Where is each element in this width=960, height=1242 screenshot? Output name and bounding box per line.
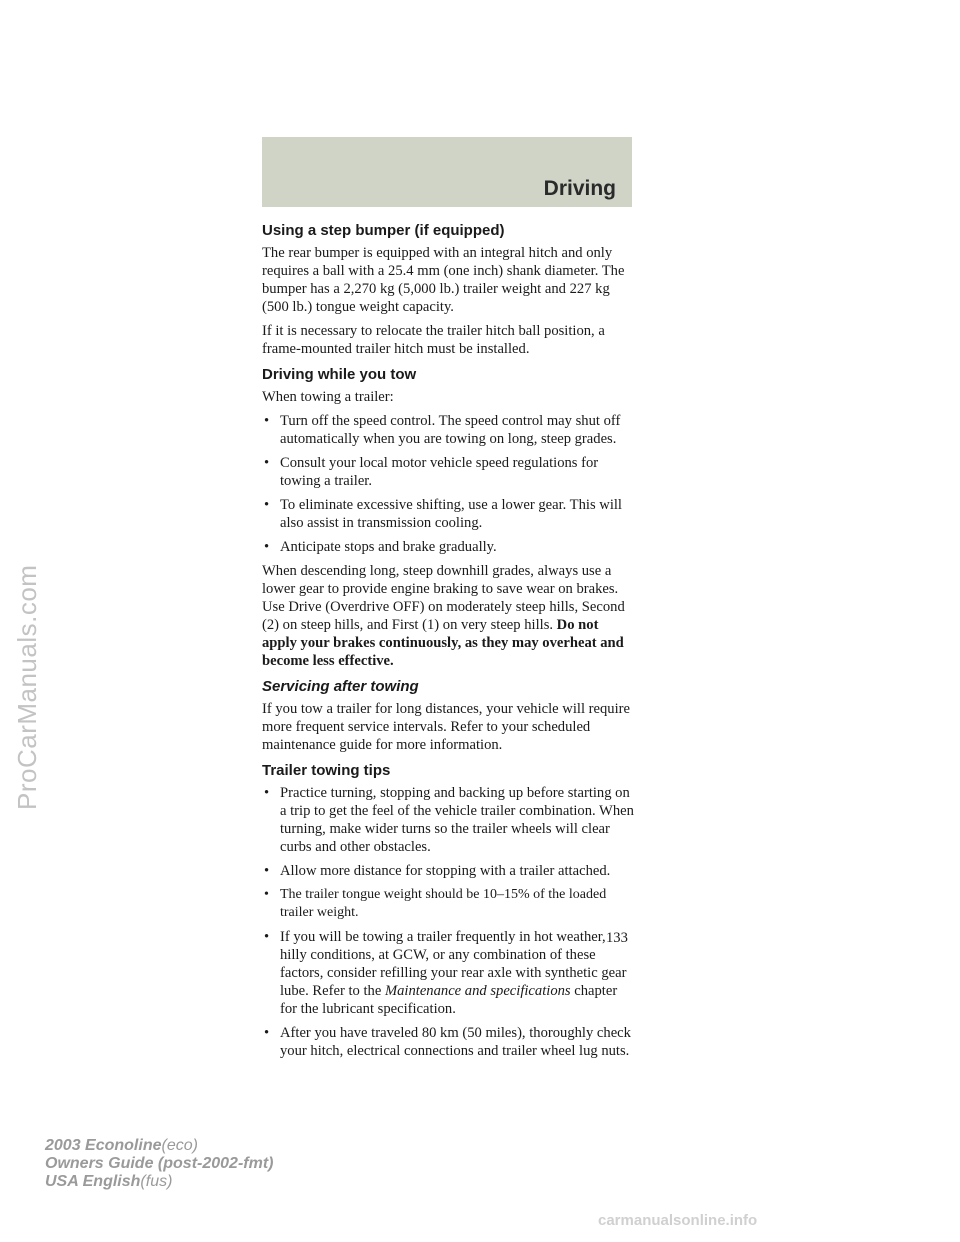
list-item: • To eliminate excessive shifting, use a lower gear. This will also assist in transmission cooling.	[264, 497, 622, 531]
list-item: • Practice turning, stopping and backing up before starting on a trip to get the feel of the vehicle trailer combination. When turning, make wider turns so the trailer wheels will clear curbs and other obstacles.	[264, 785, 634, 855]
paragraph-when-towing: When towing a trailer:	[262, 389, 394, 405]
header-band	[262, 137, 632, 207]
watermark: ProCarManuals.com	[12, 564, 42, 810]
bullet-icon: •	[264, 455, 270, 471]
paragraph-downhill-grades: When descending long, steep downhill grades, always use a lower gear to provide engine braking to save wear on brakes. Use Drive (Overdrive OFF) on moderately steep hills, Second (2) on steep hills, and First (1) on very steep hills. Do not apply your brakes continuously, as they may overheat and become less effective.	[262, 563, 625, 669]
list-towing-instructions	[262, 412, 634, 556]
list-item: • Turn off the speed control. The speed control may shut off automatically when you are towing on long, steep grades.	[264, 413, 621, 447]
bullet-icon: •	[264, 929, 270, 945]
corner-logo: carmanualsonline.info	[598, 1212, 758, 1229]
paragraph-bumper-capacity: The rear bumper is equipped with an integral hitch and only requires a ball with a 25.4 mm (one inch) shank diameter. The bumper has a 2,270 kg (5,000 lb.) trailer weight and 227 kg (500 lb.) tongue weight capacity.	[262, 245, 625, 315]
paragraph-service-intervals: If you tow a trailer for long distances, your vehicle will require more frequent service intervals. Refer to your scheduled maintenance guide for more information.	[262, 701, 630, 753]
list-item: • Consult your local motor vehicle speed regulations for towing a trailer.	[264, 455, 599, 489]
heading-driving-while-tow: Driving while you tow	[262, 366, 417, 383]
bullet-icon: •	[264, 863, 270, 879]
bullet-icon: •	[264, 1025, 270, 1041]
list-item: • The trailer tongue weight should be 10–15% of the loaded trailer weight.	[264, 887, 607, 920]
paragraph-relocate-hitch: If it is necessary to relocate the trailer hitch ball position, a frame-mounted trailer hitch must be installed.	[262, 323, 605, 357]
heading-trailer-towing-tips: Trailer towing tips	[262, 762, 391, 779]
list-item: • Anticipate stops and brake gradually.	[264, 539, 497, 555]
document-footer: 2003 Econoline(eco) Owners Guide (post-2002-fmt) USA English(fus)	[45, 1137, 274, 1190]
section-title: Driving	[543, 177, 616, 200]
brake-warning: Do not apply your brakes continuously, as they may overheat and become less effective.	[262, 617, 624, 669]
list-item: • After you have traveled 80 km (50 miles), thoroughly check your hitch, electrical connections and trailer wheel lug nuts.	[264, 1025, 631, 1059]
bullet-icon: •	[264, 539, 270, 555]
bullet-icon: •	[264, 413, 270, 429]
list-item: • Allow more distance for stopping with a trailer attached.	[264, 863, 611, 879]
bullet-icon: •	[264, 785, 270, 801]
list-item: • If you will be towing a trailer frequently in hot weather, hilly conditions, at GCW, or any combination of these factors, consider refilling your rear axle with synthetic gear lube. Refer to the Maintenance and specifications chapter for the lubricant specification.	[264, 929, 627, 1017]
page-content	[262, 222, 634, 1066]
bullet-icon: •	[264, 497, 270, 513]
chapter-reference: Maintenance and specifications	[384, 983, 571, 999]
heading-step-bumper: Using a step bumper (if equipped)	[262, 222, 505, 239]
list-towing-tips	[262, 784, 634, 1060]
page-number: 133	[606, 930, 628, 946]
heading-servicing-after-towing: Servicing after towing	[262, 678, 419, 695]
bullet-icon: •	[264, 887, 269, 902]
